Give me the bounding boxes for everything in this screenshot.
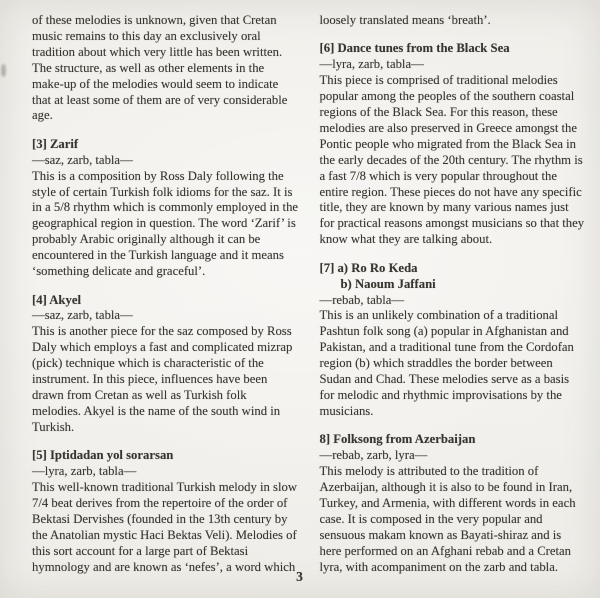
- track-description: This is a composition by Ross Daly following the style of certain Turkish folk idioms for the saz. It is in a 5/8 rhythm which is commonly employed in the geographical region in question. The word ‘Zarif’ is probably Arabic originally although it can be encountered in the Turkish language and it means ‘something delicate and graceful’.: [32, 168, 299, 279]
- track-instruments: —saz, zarb, tabla—: [32, 308, 133, 323]
- track-section-8: [320, 432, 587, 575]
- continuation-paragraph: of these melodies is unknown, given that Cretan music remains to this day an exclusively oral tradition about which very little has been written. The structure, as well as other elements in the make-up of the melodies would seem to indicate that at least some of them are of very considerable age.: [32, 13, 288, 123]
- track-instruments: —lyra, zarb, tabla—: [319, 57, 424, 72]
- track-section-6: [320, 41, 587, 248]
- track-instruments: —rebab, tabla—: [319, 292, 405, 307]
- track-section-3: [32, 137, 299, 280]
- track-section-7: [320, 261, 587, 420]
- track-section-5: [32, 448, 299, 575]
- track-description: This is another piece for the saz composed by Ross Daly which employs a fast and complicated mizrap (pick) technique which is characteristic of the instrument. In this piece, influences have been drawn from Cretan as well as Turkish folk melodies. Akyel is the name of the south wind in Turkish.: [32, 324, 293, 434]
- track-description: This well-known traditional Turkish melody in slow 7/4 beat derives from the repertoire of the order of Bektasi Dervishes (founded in the 13th century by the Anatolian mystic Haci Bektas Veli). Melodies of this sort account for a large part of Bektasi hymnology and are known as ‘nefes’, a word which: [32, 479, 298, 574]
- track-section-4: [32, 293, 299, 436]
- left-column: [32, 13, 299, 575]
- track-title: [6] Dance tunes from the Black Sea: [319, 41, 510, 56]
- right-column: [320, 13, 587, 575]
- track-instruments: —rebab, zarb, lyra—: [319, 448, 428, 463]
- track-instruments: —saz, zarb, tabla—: [32, 152, 133, 167]
- continuation-paragraph: loosely translated means ‘breath’.: [319, 13, 491, 27]
- track-title: 8] Folksong from Azerbaijan: [319, 432, 476, 447]
- track-description: This is an unlikely combination of a traditional Pashtun folk song (a) popular in Afghanistan and Pakistan, and a traditional tune from the Cordofan region (b) which straddles the border between Sudan and Chad. These melodies serve as a basis for melodic and rhythmic improvisations by the musicians.: [319, 308, 574, 418]
- track-description: This piece is comprised of traditional melodies popular among the peoples of the southern coastal regions of the Black Sea. For this reason, these melodies are also preserved in Greece amongst the Pontic people who migrated from the Black Sea in the early decades of the 20th century. The rhythm is a fast 7/8 which is very popular throughout the entire region. These pieces do not have any specific title, they are known by many various names just for practical reasons amongst musicians so that they know what they are talking about.: [319, 73, 585, 247]
- track-title: [3] Zarif: [32, 136, 79, 151]
- track-description: This melody is attributed to the tradition of Azerbaijan, although it is also to be found in Iran, Turkey, and Armenia, with different words in each case. It is composed in the very popular and sensuous makam known as Bayati-shiraz and is here performed on an Afghani rebab and a Cretan lyra, with acompaniment on the zarb and tabla.: [319, 464, 576, 574]
- scan-smudge: [1, 64, 6, 77]
- track-title: [5] Iptidadan yol sorarsan: [32, 448, 174, 463]
- track-title: [7] a) Ro Ro Keda: [319, 260, 418, 275]
- track-instruments: —lyra, zarb, tabla—: [32, 464, 137, 479]
- track-title-secondary: b) Naoum Jaffani: [340, 276, 436, 291]
- page-number: 3: [296, 569, 304, 584]
- track-title: [4] Akyel: [32, 292, 81, 307]
